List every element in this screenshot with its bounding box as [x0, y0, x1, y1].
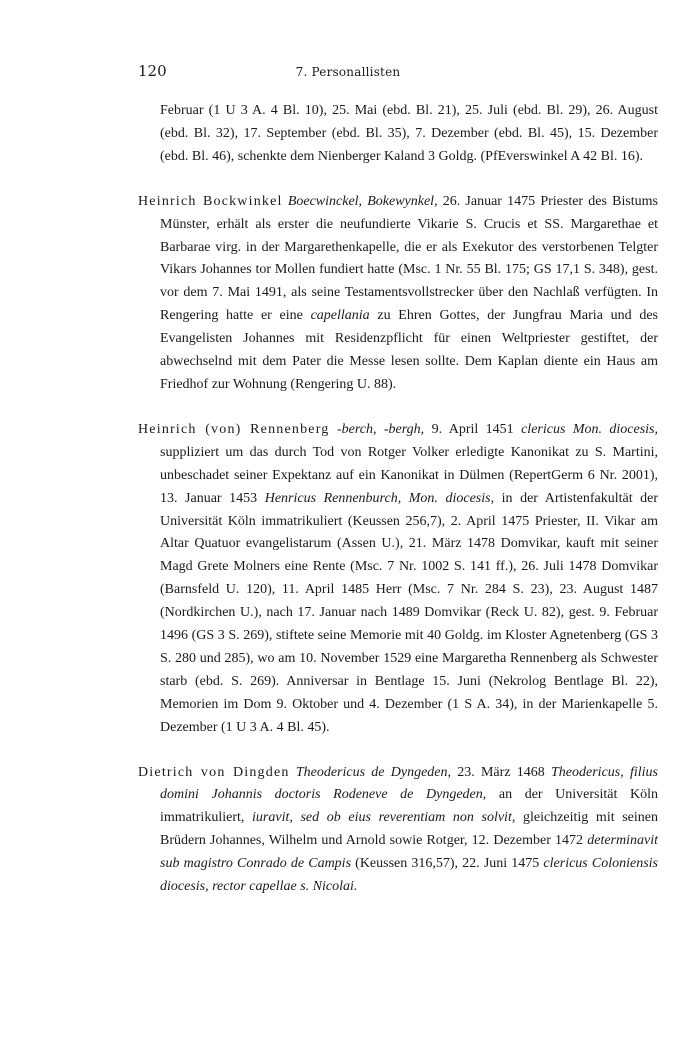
- entry-dietrich-von-dingden: [138, 762, 658, 899]
- entry-name: Heinrich Bockwinkel: [138, 193, 283, 209]
- body-text: [138, 100, 658, 921]
- italic-text: clericus Coloniensis diocesis, rector capellae s. Nicolai.: [160, 856, 658, 895]
- italic-text: iuravit, sed ob eius reverentiam non solvit,: [252, 810, 516, 826]
- text-run: 9. April 1451: [424, 421, 522, 437]
- text-run: [330, 422, 337, 437]
- italic-text: -berch, -bergh,: [336, 421, 425, 437]
- entry-name: Heinrich (von) Rennenberg: [138, 421, 330, 437]
- text-run: suppliziert um das durch Tod von Rotger Volker erledigte Kanonikat zu S. Martini, unbeschadet seiner Expektanz auf ein Kanonikat in Dülmen (RepertGerm 6 Nr. 2001), 13. Januar 1453: [160, 444, 658, 506]
- page-number: 120: [138, 62, 167, 80]
- text-run: (Keussen 316,57), 22. Juni 1475: [351, 856, 544, 872]
- text-run: gleichzeitig mit seinen Brüdern Johannes, Wilhelm und Arnold sowie Rotger, 12. Dezember 1472: [160, 810, 658, 849]
- text-run: zu Ehren Gottes, der Jungfrau Maria und des Evangelisten Johannes mit Residenzpflicht für einen Weltpriester gestiftet, der abwechselnd mit dem Pater die Messe lesen sollte. Dem Kaplan diente ein Haus am Friedhof zur Wohnung (Rengering U. 88).: [160, 308, 658, 392]
- page-header: [138, 62, 558, 86]
- running-title: 7. Personallisten: [295, 65, 401, 79]
- text-run: 26. Januar 1475 Priester des Bistums Münster, erhält als erster die neufundierte Vikarie S. Crucis et SS. Margarethae et Barbarae virg. in der Margarethenkapelle, die er als Exekutor des verstorbenen Telgter Vikars Johannes tor Mollen fundiert hatte (Msc. 1 Nr. 55 Bl. 175; GS 17,1 S. 348), gest. vor dem 7. Mai 1491, als seine Testamentsvollstrecker über den Nachlaß verfügten. In Rengering hatte er eine: [160, 193, 659, 324]
- text-run: Februar (1 U 3 A. 4 Bl. 10), 25. Mai (ebd. Bl. 21), 25. Juli (ebd. Bl. 29), 26. August (ebd. Bl. 32), 17. September (ebd. Bl. 35), 7. Dezember (ebd. Bl. 45), 15. Dezember (ebd. Bl. 46), schenkte dem Nienberger Kaland 3 Goldg. (PfEverswinkel A 42 Bl. 16).: [160, 103, 658, 164]
- italic-text: clericus Mon. diocesis,: [521, 421, 658, 437]
- italic-text: capellania: [310, 308, 370, 324]
- italic-text: Theodericus de Dyngeden,: [295, 764, 451, 780]
- entry-continuation: [138, 100, 658, 169]
- italic-text: Theodericus, filius domini Johannis doctoris Rodeneve de Dyngeden,: [160, 764, 658, 803]
- entry-name: Dietrich von Dingden: [138, 764, 290, 780]
- italic-text: determinavit sub magistro Conrado de Campis: [160, 833, 658, 872]
- text-run: 23. März 1468: [451, 764, 552, 780]
- italic-text: Boecwinckel, Bokewynkel,: [287, 193, 438, 209]
- text-run: in der Artistenfakultät der Universität Köln immatrikuliert (Keussen 256,7), 2. April 1475 Priester, II. Vikar am Altar Quatuor evangelistarum (Assen U.), 21. März 1478 Domvikar, kauft mit seiner Magd Grete Molners eine Rente (Msc. 7 Nr. 1002 S. 141 ff.), 26. Juli 1478 Domvikar (Barnsfeld U. 120), 11. April 1485 Herr (Msc. 7 Nr. 284 S. 23), 23. August 1487 (Nordkirchen U.), nach 17. Januar nach 1489 Domvikar (Reck U. 82), gest. 9. Februar 1496 (GS 3 S. 269), stiftete seine Memorie mit 40 Goldg. im Kloster Agnetenberg (GS 3 S. 280 und 285), wo am 10. November 1529 eine Margaretha Rennenberg als Schwester starb (ebd. S. 269). Anniversar in Bentlage 15. Juni (Nekrolog Bentlage Bl. 22), Memorien im Dom 9. Oktober und 4. Dezember (1 S A. 34), in der Marienkapelle 5. Dezember (1 U 3 A. 4 Bl. 45).: [160, 490, 659, 735]
- italic-text: Henricus Rennenburch, Mon. diocesis,: [264, 490, 495, 506]
- entry-heinrich-bockwinkel: [138, 191, 658, 397]
- entry-heinrich-rennenberg: [138, 419, 658, 740]
- text-run: an der Universität Köln immatrikuliert,: [160, 787, 658, 826]
